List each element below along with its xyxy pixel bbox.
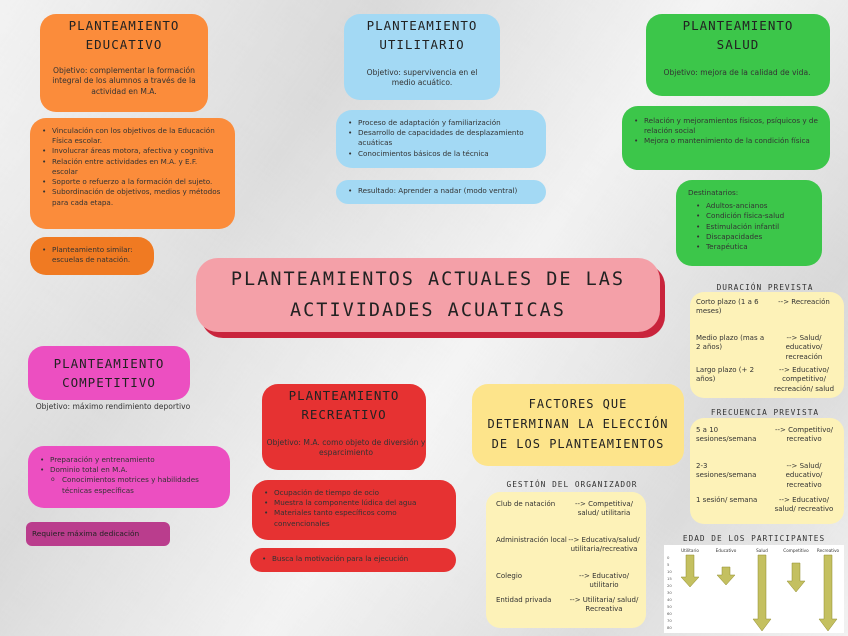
svg-text:60: 60 [667, 611, 672, 616]
svg-text:40: 40 [667, 597, 672, 602]
gestion-row: Administración local --> Educativa/salud/ utilitaria/recreativa [496, 536, 640, 554]
list-item: • Muestra la componente lúdica del agua [264, 498, 446, 508]
competitivo-title: PLANTEAMIENTO COMPETITIVO [53, 355, 165, 390]
duracion-row: Medio plazo (mas a 2 años) --> Salud/ educativo/ recreación [696, 334, 823, 361]
list-item: • Estimulación infantil [696, 222, 812, 232]
edad-col-label: Recreativo [816, 548, 840, 553]
list-item: • Planteamiento similar: escuelas de natación. [42, 245, 144, 265]
competitivo-note [26, 522, 170, 546]
competitivo-objective: Objetivo: máximo rendimiento deportivo [35, 402, 191, 411]
salud-list [622, 106, 830, 170]
svg-text:30: 30 [667, 590, 672, 595]
competitivo-note-text: Requiere máxima dedicación [32, 529, 140, 538]
factores-title: FACTORES QUE DETERMINAN LA ELECCIÓN DE LOS PLANTEAMIENTOS [487, 397, 669, 451]
edad-col-label: Utilitario [681, 548, 699, 553]
main-title: PLANTEAMIENTOS ACTUALES DE LAS ACTIVIDADES ACUATICAS [196, 258, 660, 332]
educativo-objective: Objetivo: complementar la formación integral de los alumnos a través de la actividad en M.A. [52, 66, 196, 96]
salud-title: PLANTEAMIENTO SALUD [682, 18, 794, 53]
duracion-title: DURACIÓN PREVISTA [716, 283, 814, 292]
list-item: • Vinculación con los objetivos de la Educación Física escolar. [42, 126, 225, 146]
edad-chart-svg [664, 545, 844, 633]
competitivo-title-box [28, 346, 190, 400]
list-item: • Conocimientos básicos de la técnica [348, 149, 536, 159]
list-item: o Conocimientos motrices y habilidades técnicas específicas [40, 475, 220, 495]
salud-objective: Objetivo: mejora de la calidad de vida. [663, 68, 811, 77]
svg-text:50: 50 [667, 604, 672, 609]
list-item: • Dominio total en M.A. [40, 465, 220, 475]
competitivo-list [28, 446, 230, 508]
edad-title: EDAD DE LOS PARTICIPANTES [682, 534, 826, 543]
gestion-row: Colegio --> Educativo/ utilitario [496, 572, 630, 590]
edad-arrow-utilitario [681, 555, 699, 587]
frecuencia-row: 1 sesión/ semana --> Educativo/ salud/ recreativo [696, 496, 834, 514]
destinatarios-label: Destinatarios: [688, 188, 739, 197]
educativo-note [30, 237, 154, 275]
list-item: • Adultos-ancianos [696, 201, 812, 211]
edad-col-label: Educativo [715, 548, 737, 553]
list-item: • Materiales tanto específicos como convencionales [264, 508, 446, 528]
list-item: • Mejora o mantenimiento de la condición física [634, 136, 820, 146]
edad-axis-ticks [667, 555, 672, 630]
utilitario-objective: Objetivo: supervivencia en el medio acuático. [366, 68, 478, 88]
list-item: • Preparación y entrenamiento [40, 455, 220, 465]
factores-title-box [472, 384, 684, 466]
gestion-row: Club de natación --> Competitiva/ salud/ utilitaria [496, 500, 634, 518]
list-item: • Discapacidades [696, 232, 812, 242]
edad-arrow-recreativo [819, 555, 837, 631]
list-item: • Involucrar áreas motora, afectiva y cognitiva [42, 146, 225, 156]
utilitario-result [336, 180, 546, 204]
edad-arrow-competitivo [787, 563, 805, 592]
list-item: • Relación y mejoramientos físicos, psíquicos y de relación social [634, 116, 820, 136]
svg-text:10: 10 [667, 569, 672, 574]
duracion-row: Largo plazo (+ 2 años) --> Educativo/ competitivo/ recreación/ salud [696, 366, 835, 393]
list-item: • Soporte o refuerzo a la formación del sujeto. [42, 177, 225, 187]
salud-destinatarios [676, 180, 822, 266]
frecuencia-row: 5 a 10 sesiones/semana --> Competitivo/ recreativo [696, 426, 834, 444]
recreativo-note [250, 548, 456, 572]
list-item: • Terapéutica [696, 242, 812, 252]
svg-text:20: 20 [667, 583, 672, 588]
recreativo-objective: Objetivo: M.A. como objeto de diversión y esparcimiento [266, 438, 426, 458]
list-item: • Resultado: Aprender a nadar (modo ventral) [348, 186, 536, 196]
list-item: • Condición física-salud [696, 211, 812, 221]
edad-col-label: Competitivo [783, 548, 809, 553]
utilitario-list [336, 110, 546, 168]
list-item: • Proceso de adaptación y familiarización [348, 118, 536, 128]
gestion-row: Entidad privada --> Utilitaria/ salud/ Recreativa [496, 596, 639, 614]
utilitario-title: PLANTEAMIENTO UTILITARIO [366, 18, 478, 53]
list-item: • Desarrollo de capacidades de desplazamiento acuáticas [348, 128, 536, 148]
educativo-list [30, 118, 235, 229]
list-item: • Subordinación de objetivos, medios y métodos para cada etapa. [42, 187, 225, 207]
list-item: • Ocupación de tiempo de ocio [264, 488, 446, 498]
educativo-title-box [40, 14, 208, 112]
svg-text:0: 0 [667, 555, 670, 560]
recreativo-title: PLANTEAMIENTO RECREATIVO [288, 388, 400, 423]
gestion-title: GESTIÓN DEL ORGANIZADOR [506, 480, 638, 489]
svg-text:80: 80 [667, 625, 672, 630]
recreativo-list [252, 480, 456, 540]
educativo-title: PLANTEAMIENTO EDUCATIVO [68, 18, 180, 53]
edad-arrow-salud [753, 555, 771, 631]
svg-text:70: 70 [667, 618, 672, 623]
list-item: • Busca la motivación para la ejecución [262, 554, 446, 564]
frecuencia-title: FRECUENCIA PREVISTA [710, 408, 820, 417]
list-item: • Relación entre actividades en M.A. y E.F. escolar [42, 157, 225, 177]
svg-text:15: 15 [667, 576, 672, 581]
frecuencia-row: 2-3 sesiones/semana --> Salud/ educativo/ recreativo [696, 462, 823, 489]
edad-arrow-educativo [717, 567, 735, 585]
edad-chart [664, 545, 844, 633]
svg-text:5: 5 [667, 562, 670, 567]
duracion-row: Corto plazo (1 a 6 meses) --> Recreación [696, 298, 830, 316]
edad-col-label: Salud [756, 548, 768, 553]
salud-title-box [646, 14, 830, 96]
